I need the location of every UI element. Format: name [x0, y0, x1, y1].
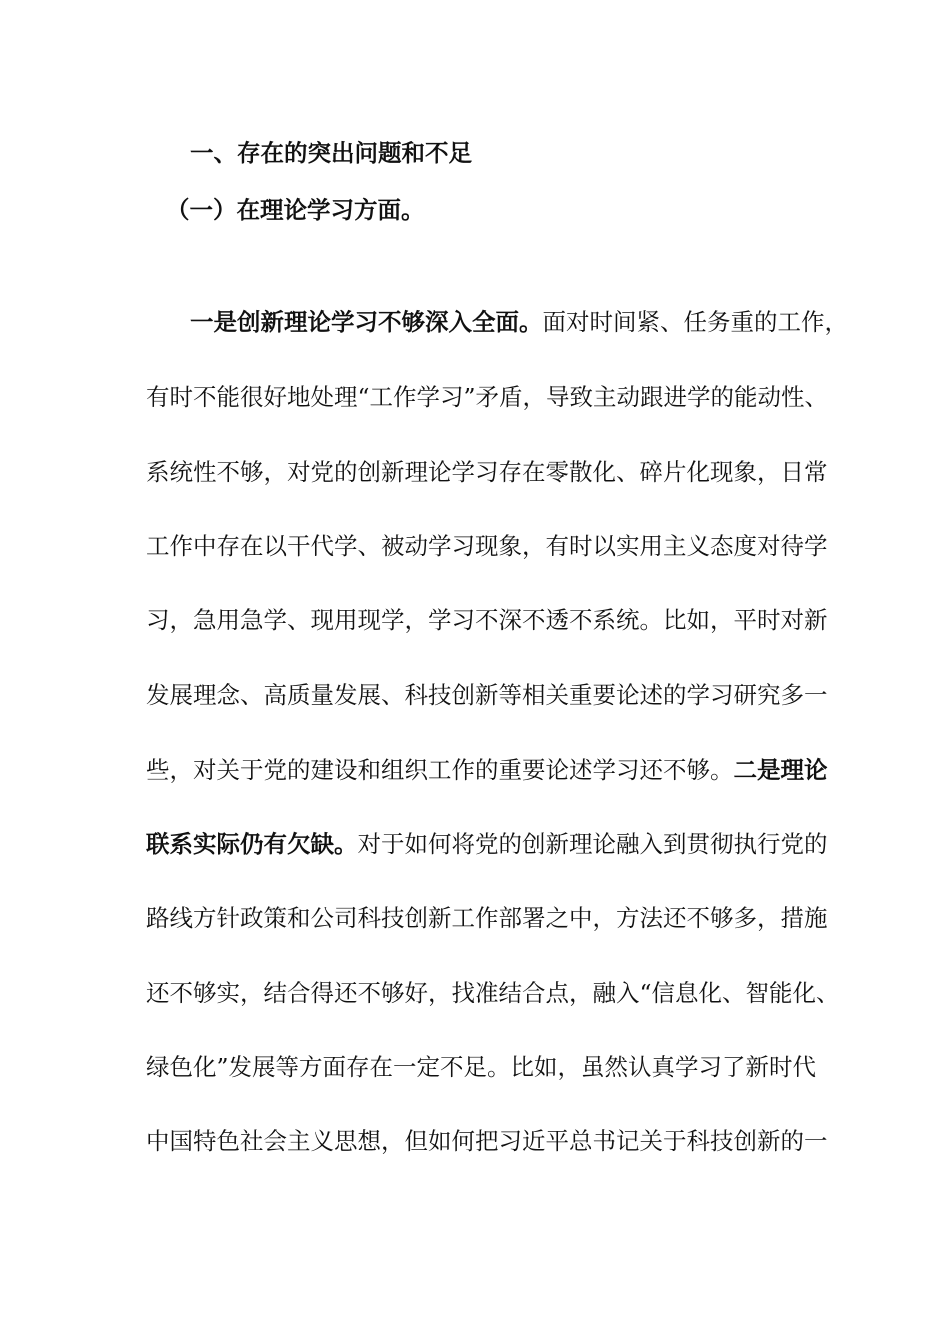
paragraph-line: [190, 302, 848, 342]
paragraph-line: [146, 973, 840, 1013]
line-text: 路线方针政策和公司科技创新工作部署之中，方法还不够多，措施: [146, 904, 828, 932]
paragraph-line: [146, 824, 828, 864]
bold-lead: 联系实际仍有欠缺。: [146, 830, 358, 858]
paragraph-line: [146, 1047, 817, 1087]
section-heading: 一、存在的突出问题和不足: [190, 139, 472, 167]
line-text: 面对时间紧、任务重的工作，: [542, 308, 848, 336]
line-text: 中国特色社会主义思想，但如何把习近平总书记关于科技创新的一: [146, 1127, 828, 1155]
subsection-heading: （一）在理论学习方面。: [166, 196, 425, 224]
paragraph-line: [146, 526, 828, 566]
bold-lead: 二是理论: [733, 756, 828, 784]
paragraph-line: [146, 1121, 828, 1161]
line-text: 还不够实，结合得还不够好，找准结合点，融入“信息化、智能化、: [146, 979, 840, 1007]
paragraph-line: [146, 750, 828, 790]
paragraph-line: [146, 898, 828, 938]
paragraph-line: [146, 452, 828, 492]
line-text: 系统性不够，对党的创新理论学习存在零散化、碎片化现象，日常: [146, 458, 828, 486]
paragraph-line: [146, 600, 828, 640]
bold-lead: 一是创新理论学习不够深入全面。: [190, 308, 543, 336]
line-text: 对于如何将党的创新理论融入到贯彻执行党的: [357, 830, 828, 858]
line-text: 发展理念、高质量发展、科技创新等相关重要论述的学习研究多一: [146, 681, 828, 709]
paragraph-line: [146, 377, 829, 417]
line-text: 工作中存在以干代学、被动学习现象，有时以实用主义态度对待学: [146, 532, 828, 560]
line-text: 习，急用急学、现用现学，学习不深不透不系统。比如，平时对新: [146, 606, 828, 634]
line-text: 绿色化”发展等方面存在一定不足。比如，虽然认真学习了新时代: [146, 1053, 817, 1081]
paragraph-line: [146, 675, 828, 715]
line-text: 些，对关于党的建设和组织工作的重要论述学习还不够。: [146, 756, 734, 784]
line-text: 有时不能很好地处理“工作学习”矛盾，导致主动跟进学的能动性、: [146, 383, 829, 411]
